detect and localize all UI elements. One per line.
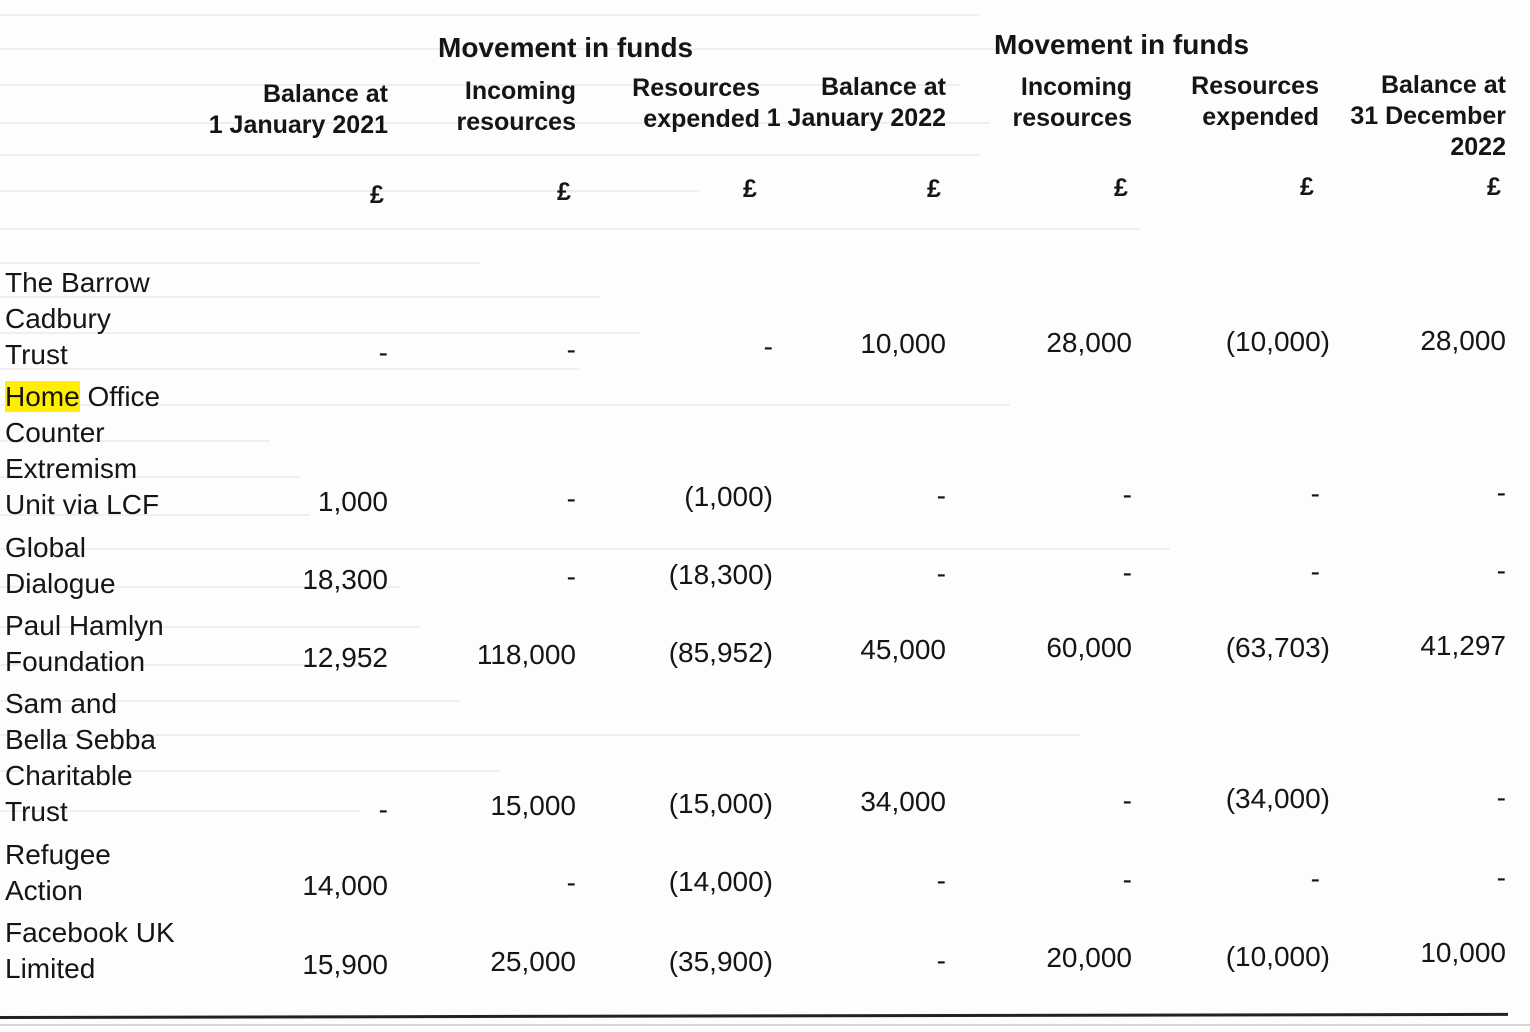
header-line: resources — [456, 108, 576, 136]
cell-value: - — [1496, 555, 1506, 586]
cell-value: (10,000) — [1225, 941, 1330, 972]
ghost-line — [0, 228, 1140, 230]
movement-title-left: Movement in funds — [438, 32, 694, 63]
col-header-expended-2021 — [632, 73, 760, 135]
ghost-line — [0, 190, 700, 192]
cell-value: - — [1310, 478, 1320, 509]
cell-value: - — [1310, 556, 1320, 587]
fund-name-fragment: Office — [79, 381, 161, 412]
cell-value: 41,297 — [1420, 630, 1506, 661]
cell-value: 15,000 — [490, 790, 576, 821]
col-header-balance-2022 — [767, 72, 946, 134]
fund-name-line: Extremism — [5, 453, 138, 484]
header-line: Balance at — [820, 73, 946, 101]
currency-symbol: £ — [557, 178, 571, 206]
header-line: Balance at — [1380, 71, 1506, 99]
cell-value: - — [936, 558, 946, 589]
currency-symbol: £ — [927, 175, 941, 203]
header-line: Incoming — [1020, 73, 1132, 101]
fund-name — [5, 915, 205, 987]
cell-value: - — [378, 337, 388, 368]
col-header-expended-2022 — [1191, 71, 1319, 133]
col-header-incoming-2022 — [1012, 72, 1132, 134]
fund-name-line: Foundation — [5, 646, 146, 677]
ghost-line — [0, 14, 980, 16]
header-line: Resources — [1191, 72, 1319, 100]
cell-value: (34,000) — [1225, 783, 1330, 814]
cell-value: 34,000 — [860, 786, 946, 817]
cell-value: - — [566, 867, 576, 898]
total-rule-shadow — [0, 1024, 1530, 1026]
cell-value: 20,000 — [1046, 942, 1132, 973]
cell-value: 10,000 — [1420, 937, 1506, 968]
fund-name — [5, 686, 205, 830]
cell-value: (18,300) — [668, 559, 773, 590]
cell-value: - — [1496, 862, 1506, 893]
cell-value: (35,900) — [668, 946, 773, 977]
fund-name-line: The Barrow — [5, 267, 150, 298]
header-line: 1 January 2022 — [766, 104, 946, 132]
cell-value: 18,300 — [302, 564, 388, 595]
ghost-line — [0, 262, 480, 264]
fund-name — [5, 608, 205, 680]
currency-symbol: £ — [1114, 174, 1128, 202]
cell-value: - — [1496, 782, 1506, 813]
cell-value: - — [1310, 863, 1320, 894]
cell-value: 12,952 — [302, 642, 388, 673]
cell-value: - — [1122, 557, 1132, 588]
fund-name-line: Action — [5, 875, 83, 906]
cell-value: 45,000 — [860, 634, 946, 665]
fund-name-line: Counter — [5, 417, 105, 448]
fund-name-line: Trust — [5, 796, 68, 827]
cell-value: - — [1122, 479, 1132, 510]
cell-value: - — [763, 331, 773, 362]
cell-value: - — [566, 483, 576, 514]
currency-symbol: £ — [743, 175, 757, 203]
fund-name-line: Facebook UK — [5, 917, 175, 948]
currency-symbol: £ — [370, 181, 384, 209]
fund-name — [5, 530, 205, 602]
currency-symbol: £ — [1300, 173, 1314, 201]
col-header-balance-2021 — [209, 79, 388, 141]
fund-name-line: Limited — [5, 953, 96, 984]
fund-name-line: Trust — [5, 339, 68, 370]
header-line: expended — [643, 105, 760, 133]
cell-value: 10,000 — [860, 328, 946, 359]
cell-value: 28,000 — [1046, 327, 1132, 358]
currency-symbol: £ — [1487, 173, 1501, 201]
total-rule — [0, 1013, 1508, 1019]
header-line: 31 December — [1350, 102, 1506, 130]
header-line: 1 January 2021 — [208, 111, 388, 139]
cell-value: 25,000 — [490, 946, 576, 977]
cell-value: (14,000) — [668, 866, 773, 897]
cell-value: - — [936, 945, 946, 976]
col-header-balance-dec-2022 — [1350, 70, 1506, 163]
header-line: resources — [1012, 104, 1132, 132]
header-line: Balance at — [262, 80, 388, 108]
fund-name-line: Paul Hamlyn — [5, 610, 164, 641]
header-line: Incoming — [464, 77, 576, 105]
cell-value: (1,000) — [684, 481, 773, 512]
cell-value: 28,000 — [1420, 325, 1506, 356]
cell-value: 60,000 — [1046, 632, 1132, 663]
fund-name — [5, 265, 205, 373]
highlighted-word: Home — [5, 381, 80, 412]
cell-value: (10,000) — [1225, 326, 1330, 357]
header-line: 2022 — [1450, 133, 1506, 161]
cell-value: - — [566, 334, 576, 365]
fund-name-line — [5, 379, 205, 415]
fund-name-line: Charitable — [5, 760, 133, 791]
col-header-incoming-2021 — [456, 76, 576, 138]
fund-name-line: Dialogue — [5, 568, 116, 599]
fund-name-line: Bella Sebba — [5, 724, 157, 755]
header-line: Resources — [632, 74, 760, 102]
fund-name-line: Refugee — [5, 839, 111, 870]
cell-value: - — [378, 794, 388, 825]
movement-title-right: Movement in funds — [994, 29, 1250, 60]
cell-value: - — [936, 865, 946, 896]
fund-name — [5, 379, 205, 523]
fund-name — [5, 837, 205, 909]
cell-value: - — [936, 480, 946, 511]
fund-name-line: Unit via LCF — [5, 489, 160, 520]
header-line: expended — [1202, 103, 1319, 131]
cell-value: - — [566, 561, 576, 592]
fund-name-line: Global — [5, 532, 86, 563]
cell-value: 118,000 — [476, 639, 576, 670]
fund-name-line: Cadbury — [5, 303, 111, 334]
cell-value: (15,000) — [668, 788, 773, 819]
cell-value: (63,703) — [1225, 632, 1330, 663]
fund-name-line: Sam and — [5, 688, 118, 719]
cell-value: 14,000 — [302, 870, 388, 901]
ghost-line — [0, 154, 980, 156]
cell-value: 15,900 — [302, 949, 388, 980]
cell-value: - — [1496, 477, 1506, 508]
cell-value: - — [1122, 785, 1132, 816]
cell-value: (85,952) — [668, 637, 773, 668]
cell-value: 1,000 — [317, 486, 388, 517]
cell-value: - — [1122, 864, 1132, 895]
